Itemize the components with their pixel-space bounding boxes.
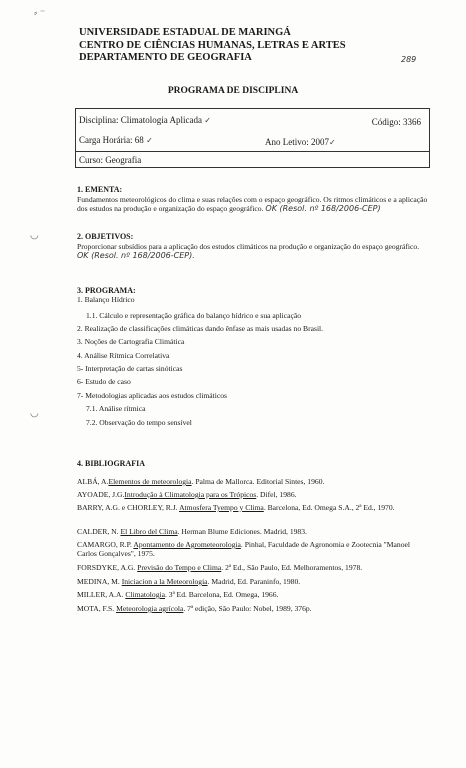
bib-author: ALBÁ, A. bbox=[77, 477, 109, 486]
check-mark-icon: ✓ bbox=[204, 116, 211, 125]
bib-author: CALDER, N. bbox=[77, 527, 119, 536]
department-name: DEPARTAMENTO DE GEOGRAFIA bbox=[79, 52, 252, 63]
bib-author: MEDINA, M. bbox=[77, 577, 120, 586]
ementa-text bbox=[77, 195, 429, 213]
course-year bbox=[265, 137, 336, 147]
center-name: CENTRO DE CIÊNCIAS HUMANAS, LETRAS E ARTES bbox=[79, 39, 346, 51]
bibliography-entry bbox=[77, 477, 429, 486]
bib-title: Elementos de meteorologia bbox=[108, 477, 192, 486]
program-subitem: 1.1. Cálculo e representação gráfica do balanço hídrico e sua aplicação bbox=[86, 311, 302, 320]
bibliography-entry bbox=[77, 604, 429, 613]
bib-details: . Barcelona, Ed. Omega S.A., 2ª Ed., 1970. bbox=[263, 503, 395, 512]
bibliography-entry bbox=[77, 503, 429, 512]
bib-details: . Pinhal, Faculdade de Agronomia e Zootecnia "Manoel Carlos Gonçalves", 1975. bbox=[77, 540, 410, 558]
discipline-text: Disciplina: Climatologia Aplicada bbox=[79, 115, 202, 125]
ementa-approval-note: OK (Resol. nº 168/2006-CEP) bbox=[265, 204, 381, 213]
bib-author: MOTA, F.S. bbox=[77, 604, 115, 613]
program-item: 1. Balanço Hídrico bbox=[77, 295, 135, 304]
bib-title: Meteorologia agrícola bbox=[116, 604, 184, 613]
bibliography-entry bbox=[77, 563, 429, 572]
bib-author: CAMARGO, R.P. bbox=[77, 540, 132, 549]
institution-header bbox=[79, 27, 346, 65]
bibliography-entry bbox=[77, 527, 429, 536]
programa-heading: 3. PROGRAMA: bbox=[77, 286, 136, 295]
program-item: 3. Noções de Cartografia Climática bbox=[77, 337, 185, 346]
program-subitem: 7.1. Análise rítmica bbox=[86, 404, 146, 413]
ementa-heading: 1. EMENTA: bbox=[77, 185, 123, 194]
bib-details: . 7ª edição, São Paulo: Nobel, 1989, 376p. bbox=[183, 604, 312, 613]
bibliography-entry bbox=[77, 590, 429, 599]
bib-details: . 3ª Ed. Barcelona, Ed. Omega, 1966. bbox=[164, 590, 279, 599]
bib-author: AYOADE, J.G. bbox=[77, 490, 125, 499]
objetivos-text bbox=[77, 242, 429, 260]
scan-mark-left-1: ◡ bbox=[30, 230, 39, 241]
course-program: Curso: Geografia bbox=[76, 151, 429, 168]
bibliography-entry bbox=[77, 490, 429, 499]
year-text: Ano Letivo: 2007 bbox=[265, 137, 329, 147]
bib-details: . Palma de Mallorca. Editorial Sintes, 1960. bbox=[191, 477, 325, 486]
objetivos-approval-note: OK (Resol. nº 168/2006-CEP). bbox=[77, 251, 195, 260]
objetivos-heading: 2. OBJETIVOS: bbox=[77, 232, 134, 241]
bibliography-entry bbox=[77, 540, 429, 558]
bibliography-entry bbox=[77, 577, 429, 586]
course-hours bbox=[79, 135, 153, 145]
university-name: UNIVERSIDADE ESTADUAL DE MARINGÁ bbox=[79, 27, 291, 38]
ementa-body: Fundamentos meteorológicos do clima e suas relações com o espaço geográfico. Os ritmos climáticos e a aplicação dos estudos na produção e organização do espaço geográfico. bbox=[77, 195, 428, 213]
check-mark-icon: ✓ bbox=[146, 136, 153, 145]
program-item: 2. Realização de classificações climáticas dando ênfase as mais usadas no Brasil. bbox=[77, 324, 324, 333]
bib-author: MILLER, A.A. bbox=[77, 590, 124, 599]
bib-details: . Madrid, Ed. Paraninfo, 1980. bbox=[207, 577, 301, 586]
program-title: PROGRAMA DE DISCIPLINA bbox=[167, 86, 299, 96]
bib-details: . 2ª Ed., São Paulo, Ed. Melhoramentos, 1978. bbox=[221, 563, 363, 572]
course-discipline bbox=[79, 115, 211, 125]
program-item: 6- Estudo de caso bbox=[77, 377, 131, 386]
bib-title: Climatologia bbox=[125, 590, 165, 599]
bib-title: El Libro del Clima bbox=[120, 527, 178, 536]
hours-text: Carga Horária: 68 bbox=[79, 135, 144, 145]
check-mark-icon: ✓ bbox=[329, 138, 336, 147]
page-stamp-number: 289 bbox=[401, 55, 417, 64]
bib-title: Iniciacion a la Meteorologia bbox=[121, 577, 208, 586]
bib-details: . Difel, 1986. bbox=[256, 490, 297, 499]
bib-details: . Herman Blume Ediciones. Madrid, 1983. bbox=[177, 527, 307, 536]
scan-mark-left-2: ◡ bbox=[30, 408, 39, 419]
course-info-box bbox=[75, 108, 430, 168]
program-item: 7- Metodologias aplicadas aos estudos climáticos bbox=[77, 391, 227, 400]
bib-title: Previsão do Tempo e Clima bbox=[137, 563, 222, 572]
bib-author: BARRY, A.G. e CHORLEY, R.J. bbox=[77, 503, 178, 512]
bib-title: Apontamento de Agrometeorologia bbox=[133, 540, 241, 549]
program-item: 4. Análise Rítmica Correlativa bbox=[77, 351, 170, 360]
bib-author: FORSDYKE, A.G. bbox=[77, 563, 136, 572]
program-subitem: 7.2. Observação do tempo sensível bbox=[86, 418, 192, 427]
bibliografia-heading: 4. BIBLIOGRAFIA bbox=[77, 459, 146, 468]
bib-title: Atmosfera Tyempo y Clima bbox=[179, 503, 264, 512]
bib-title: Introdução à Climatologia para os Trópicos bbox=[124, 490, 257, 499]
scan-mark-top: ⸗ ⁻ bbox=[34, 8, 46, 19]
course-code: Código: 3366 bbox=[371, 117, 421, 127]
objetivos-body: Proporcionar subsídios para a aplicação dos estudos climáticos na produção e organização do espaço geográfico. bbox=[77, 242, 420, 251]
program-item: 5- Interpretação de cartas sinóticas bbox=[77, 364, 183, 373]
